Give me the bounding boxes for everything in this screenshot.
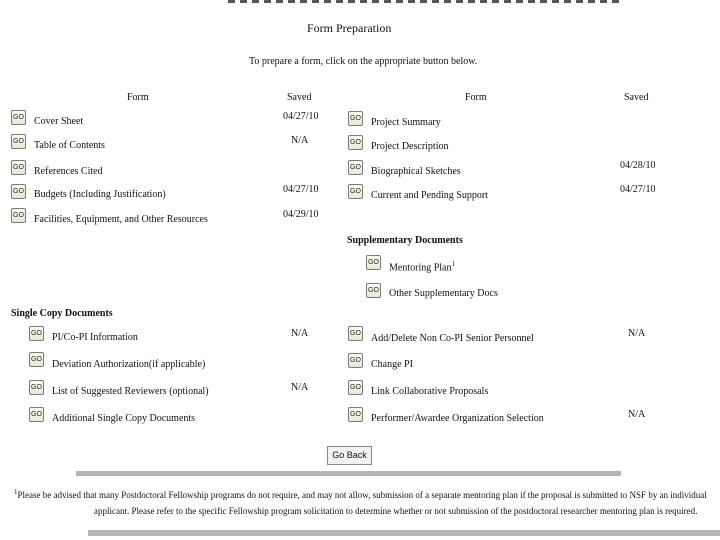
saved-date-suggested-reviewers: N/A: [291, 382, 309, 393]
go-button-project-description[interactable]: GO: [348, 135, 363, 150]
go-button-project-summary[interactable]: GO: [348, 111, 363, 126]
form-label-project-summary: Project Summary: [371, 117, 441, 128]
form-column-header-left: Form: [127, 92, 149, 103]
footnote-marker: 1: [451, 260, 455, 268]
form-label-biographical-sketches: Biographical Sketches: [371, 166, 461, 177]
go-button-performer-awardee[interactable]: GO: [348, 407, 363, 422]
form-label-mentoring-plan: Mentoring Plan$^1$: [389, 260, 455, 274]
saved-date-cover-sheet: 04/27/10: [283, 111, 319, 122]
form-label-add-delete-personnel: Add/Delete Non Co-PI Senior Personnel: [371, 333, 534, 344]
form-label-pi-copi-information: PI/Co-PI Information: [52, 332, 138, 343]
go-button-table-of-contents[interactable]: GO: [11, 134, 26, 149]
form-label-facilities: Facilities, Equipment, and Other Resources: [34, 214, 208, 225]
bottom-divider: [88, 530, 720, 536]
form-label-cover-sheet: Cover Sheet: [34, 116, 84, 127]
saved-date-performer-awardee: N/A: [628, 409, 646, 420]
form-label-performer-awardee: Performer/Awardee Organization Selection: [371, 413, 544, 424]
go-button-biographical-sketches[interactable]: GO: [348, 160, 363, 175]
go-button-other-supplementary-docs[interactable]: GO: [366, 283, 381, 298]
form-label-project-description: Project Description: [371, 141, 449, 152]
supplementary-documents-heading: Supplementary Documents: [347, 235, 463, 246]
saved-date-add-delete-personnel: N/A: [628, 328, 646, 339]
go-button-current-pending-support[interactable]: GO: [348, 184, 363, 199]
form-label-additional-single-copy: Additional Single Copy Documents: [52, 413, 196, 424]
footer-divider: [76, 471, 621, 476]
go-button-budgets[interactable]: GO: [11, 184, 26, 199]
form-label-references-cited: References Cited: [34, 166, 103, 177]
top-divider: [228, 0, 623, 3]
instructions-text: To prepare a form, click on the appropriate button below.: [249, 56, 478, 67]
saved-date-table-of-contents: N/A: [291, 135, 309, 146]
saved-column-header-right: Saved: [624, 92, 649, 103]
form-column-header-right: Form: [465, 92, 487, 103]
go-button-suggested-reviewers[interactable]: GO: [29, 380, 44, 395]
form-label-suggested-reviewers: List of Suggested Reviewers (optional): [52, 386, 209, 397]
footnote-line-1: $^1$Please be advised that many Postdoctoral Fellowship programs do not require, and may not allow, submission of a separate mentoring plan if the proposal is submitted to NSF by an individual: [14, 488, 707, 500]
go-button-references-cited[interactable]: GO: [11, 160, 26, 175]
form-label-link-collaborative: Link Collaborative Proposals: [371, 386, 489, 397]
single-copy-documents-heading: Single Copy Documents: [11, 308, 113, 319]
saved-date-pi-copi-information: N/A: [291, 328, 309, 339]
go-button-facilities[interactable]: GO: [11, 208, 26, 223]
go-button-link-collaborative[interactable]: GO: [348, 380, 363, 395]
footnote-line-2: applicant. Please refer to the specific Fellowship program solicitation to determine whether or not submission of the postdoctoral researcher mentoring plan is required.: [94, 506, 698, 516]
page-title: Form Preparation: [307, 21, 392, 35]
go-button-mentoring-plan[interactable]: GO: [366, 255, 381, 270]
form-label-table-of-contents: Table of Contents: [34, 140, 105, 151]
go-button-pi-copi-information[interactable]: GO: [29, 326, 44, 341]
go-button-deviation-authorization[interactable]: GO: [29, 352, 44, 367]
saved-date-budgets: 04/27/10: [283, 184, 319, 195]
saved-date-facilities: 04/29/10: [283, 209, 319, 220]
saved-date-biographical-sketches: 04/28/10: [620, 160, 656, 171]
footnote-mark: 1: [14, 488, 18, 496]
saved-date-current-pending-support: 04/27/10: [620, 184, 656, 195]
saved-column-header-left: Saved: [287, 92, 312, 103]
form-label-budgets: Budgets (Including Justification): [34, 189, 166, 200]
form-label-deviation-authorization: Deviation Authorization(if applicable): [52, 359, 206, 370]
go-back-button[interactable]: Go Back: [327, 446, 372, 465]
form-label-other-supplementary-docs: Other Supplementary Docs: [389, 288, 498, 299]
go-button-additional-single-copy[interactable]: GO: [29, 407, 44, 422]
form-label-current-pending-support: Current and Pending Support: [371, 190, 488, 201]
form-label-change-pi: Change PI: [371, 359, 413, 370]
go-button-add-delete-personnel[interactable]: GO: [348, 326, 363, 341]
go-button-change-pi[interactable]: GO: [348, 353, 363, 368]
go-button-cover-sheet[interactable]: GO: [11, 110, 26, 125]
